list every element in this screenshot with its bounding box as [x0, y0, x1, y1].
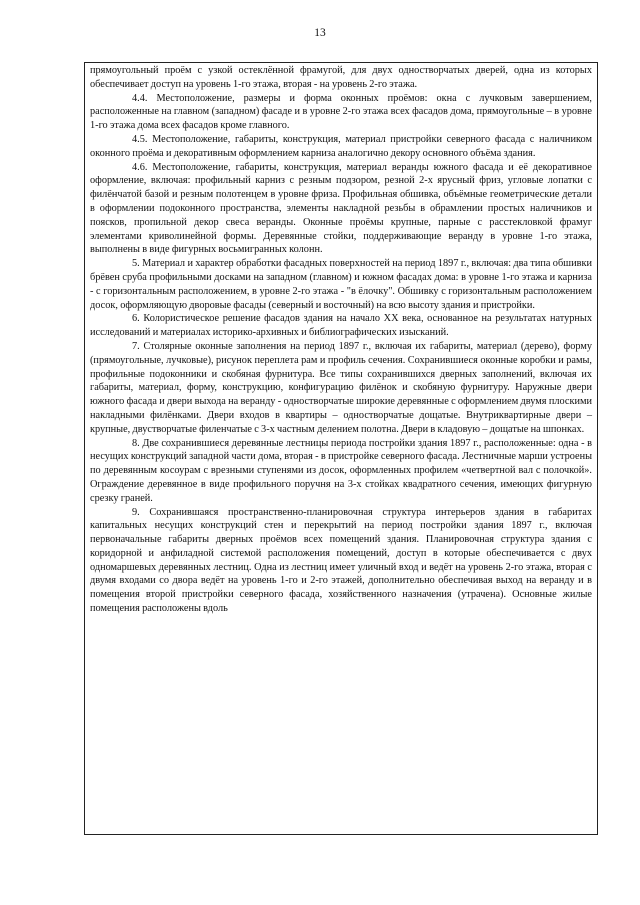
text-frame	[84, 62, 598, 835]
paragraph-7: 7. Столярные оконные заполнения на период 1897 г., включая их габариты, материал (дерево), форму (прямоугольные, лучковые), рисунок переплета рам и профиль сечения. Сохранившиеся оконные коробки и рамы, профильные подоконники и скобяная фурнитура. Все типы сохранившихся дверных заполнений, включая их габариты, материал, форму, конструкцию, конфигурацию филёнок и скобяную фурнитуру. Наружные двери южного фасада и двери выхода на веранду - одностворчатые широкие деревянные с оформлением двумя плоскими накладными филёнками. Двери входов в квартиры – одностворчатые дощатые. Внутриквартирные двери – крупные, двустворчатые филенчатые с 3-х частным делением полотна. Двери в кладовую – дощатые на шпонках.	[90, 340, 592, 435]
paragraph-4-6: 4.6. Местоположение, габариты, конструкция, материал веранды южного фасада и её декоративное оформление, включая: профильный карниз с резным подзором, резной 2-х ярусный фриз, угловые лопатки с филёнчатой базой и резным полотенцем в уровне фриза. Профильная обшивка, объёмные геометрические детали в оформлении подоконного пространства, элементы накладной резьбы в обрамлении простых наличников и поясков, пропильной декор свеса веранды. Оконные проёмы крупные, парные с расстекловкой фрамуг элементами криволинейной формы. Деревянные стойки, поддерживающие веранду в уровне 1-го этажа, выполнены в виде фигурных восьмигранных колонн.	[90, 161, 592, 256]
page-number: 13	[314, 27, 326, 39]
paragraph-continuation: прямоугольный проём с узкой остеклённой фрамугой, для двух одностворчатых дверей, одна из которых обеспечивает доступ на уровень 1-го этажа, вторая - на уровень 2-го этажа.	[90, 65, 592, 90]
paragraph-8: 8. Две сохранившиеся деревянные лестницы периода постройки здания 1897 г., расположенные: одна - в несущих конструкций западной части дома, вторая - в пристройке северного фасада. Лестничные марши устроены по деревянным косоурам с врезными ступенями из досок, оформленных профилем «четвертной вал с полочкой». Ограждение деревянное в виде профильного поручня на 3-х стойках квадратного сечения, имеющих фигурную срезку граней.	[90, 437, 592, 504]
paragraph-6: 6. Колористическое решение фасадов здания на начало ХХ века, основанное на результатах натурных исследований и материалах историко-архивных и библиографических изысканий.	[90, 313, 592, 339]
paragraph-5: 5. Материал и характер обработки фасадных поверхностей на период 1897 г., включая: два типа обшивки брёвен сруба профильными досками на западном (главном) и южном фасадах дома: в уровне 1-го этажа и карниза - с горизонтальным расположением, в уровне 2-го этажа - "в ёлочку". Обшивку с горизонтальным расположением досок, оформляющую дворовые фасады (северный и восточный) на всю высоту здания и пристройки.	[90, 258, 592, 311]
paragraph-4-4: 4.4. Местоположение, размеры и форма оконных проёмов: окна с лучковым завершением, расположенные на главном (западном) фасаде и в уровне 2-го этажа всех фасадов дома, прямоугольные – в уровне 1-го этажа дома всех фасадов кроме главного.	[90, 92, 592, 132]
paragraph-9: 9. Сохранившаяся пространственно-планировочная структура интерьеров здания в габаритах капитальных несущих конструкций стен и перекрытий на период постройки здания 1897 г., включая первоначальные габариты дверных проёмов всех помещений здания. Планировочная структура здания с коридорной и анфиладной системой расположения помещений, доступ в которые обеспечивается с двух одномаршевых деревянных лестниц. Одна из лестниц имеет уличный вход и ведёт на уровень 2-го этажа, вторая с двумя входами со двора ведёт на уровень 1-го и 2-го этажей, дополнительно обеспечивая выход на веранду и в помещения второй пристройки северного фасада, хозяйственного назначения (утрачена). Основные жилые помещения расположены вдоль	[90, 506, 592, 615]
paragraph-4-5: 4.5. Местоположение, габариты, конструкция, материал пристройки северного фасада с наличником оконного проёма и декоративным оформлением карниза аналогично декору основного объёма здания.	[90, 133, 592, 159]
